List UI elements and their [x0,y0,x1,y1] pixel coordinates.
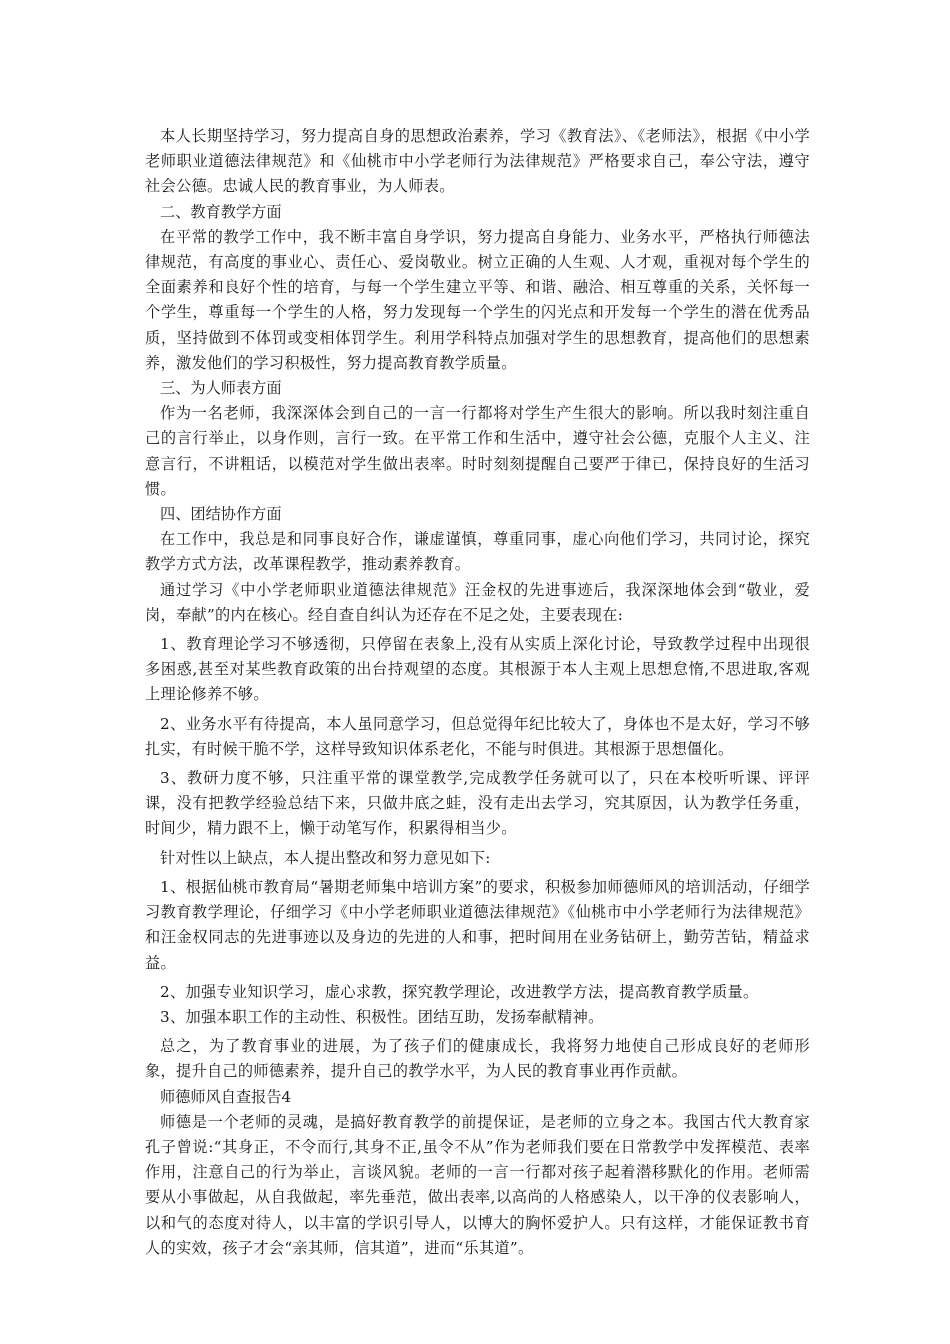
shortcoming-3: 3、教研力度不够，只注重平常的课堂教学,完成教学任务就可以了，只在本校听听课、评评课，没有把教学经验总结下来，只做井底之蛙，没有走出去学习，究其原因，认为教学任务重，时间少，精力跟不上，懒于动笔写作，积累得相当少。 [145,769,810,838]
improvement-3: 3、加强本职工作的主动性、积极性。团结互助，发扬奉献精神。 [160,1007,604,1026]
section-heading-2: 二、教育教学方面 [160,202,282,221]
improvement-1: 1、根据仙桃市教育局“暑期老师集中培训方案”的要求，积极参加师德师风的培训活动，仔细学习教育教学理论，仔细学习《中小学老师职业道德法律规范》《仙桃市中小学老师行为法律规范》和汪金权同志的先进事迹以及身边的先进的人和事，把时间用在业务钻研上，勤劳苦钻，精益求益。 [145,877,810,972]
conclusion-paragraph: 总之，为了教育事业的进展，为了孩子们的健康成长，我将努力地使自己形成良好的老师形象，提升自己的师德素养，提升自己的教学水平，为人民的教育事业再作贡献。 [145,1037,810,1081]
paragraph-2: 在平常的教学工作中，我不断丰富自身学识，努力提高自身能力、业务水平，严格执行师德法律规范，有高度的事业心、责任心、爱岗敬业。树立正确的人生观、人才观，重视对每个学生的全面素养和良好个性的培育，与每一个学生建立平等、和谐、融洽、相互尊重的关系，关怀每一个学生，尊重每一个学生的人格，努力发现每一个学生的闪光点和开发每一个学生的潜在优秀品质，坚持做到不体罚或变相体罚学生。利用学科特点加强对学生的思想教育，提高他们的思想素养，激发他们的学习积极性，努力提高教育教学质量。 [145,227,810,372]
section-heading-4: 四、团结协作方面 [160,505,282,524]
report-4-paragraph: 师德是一个老师的灵魂，是搞好教育教学的前提保证，是老师的立身之本。我国古代大教育家孔子曾说:“其身正，不令而行,其身不正,虽令不从”作为老师我们要在日常教学中发挥模范、表率作用，注意自己的行为举止，言谈风貌。老师的一言一行都对孩子起着潜移默化的作用。老师需要从小事做起，从自我做起，率先垂范，做出表率,以高尚的人格感染人，以干净的仪表影响人，以和气的态度对待人，以丰富的学识引导人，以博大的胸怀爱护人。只有这样，才能保证教书育人的实效，孩子才会“亲其师，信其道”，进而“乐其道”。 [145,1112,810,1257]
improvement-2: 2、加强专业知识学习，虚心求教，探究教学理论，改进教学方法，提高教育教学质量。 [160,982,759,1001]
improvement-intro: 针对性以上缺点，本人提出整改和努力意见如下: [160,848,491,867]
paragraph-1: 本人长期坚持学习，努力提高自身的思想政治素养，学习《教育法》、《老师法》，根据《中小学老师职业道德法律规范》和《仙桃市中小学老师行为法律规范》严格要求自己，奉公守法，遵守社会公德。忠诚人民的教育事业，为人师表。 [145,127,810,196]
paragraph-3: 作为一名老师，我深深体会到自己的一言一行都将对学生产生很大的影响。所以我时刻注重自己的言行举止，以身作则，言行一致。在平常工作和生活中，遵守社会公德，克服个人主义、注意言行，不讲粗话，以模范对学生做出表率。时时刻刻提醒自己要严于律已，保持良好的生活习惯。 [145,404,810,498]
document-body [145,124,810,1261]
report-title-4: 师德师风自查报告4 [160,1087,292,1106]
paragraph-5: 通过学习《中小学老师职业道德法律规范》汪金权的先进事迹后，我深深地体会到“敬业，爱岗，奉献”的内在核心。经自查自纠认为还存在不足之处，主要表现在: [145,580,810,624]
shortcoming-2: 2、业务水平有待提高，本人虽同意学习，但总觉得年纪比较大了，身体也不是太好，学习不够扎实，有时候干脆不学，这样导致知识体系老化，不能与时俱进。其根源于思想僵化。 [145,714,810,758]
section-heading-3: 三、为人师表方面 [160,379,282,398]
paragraph-4: 在工作中，我总是和同事良好合作，谦虚谨慎，尊重同事，虚心向他们学习，共同讨论，探究教学方式方法，改革课程教学，推动素养教育。 [145,530,810,574]
shortcoming-1: 1、教育理论学习不够透彻，只停留在表象上,没有从实质上深化讨论，导致教学过程中出现很多困惑,甚至对某些教育政策的出台持观望的态度。其根源于本人主观上思想怠惰,不思进取,客观上理论修养不够。 [145,635,810,704]
